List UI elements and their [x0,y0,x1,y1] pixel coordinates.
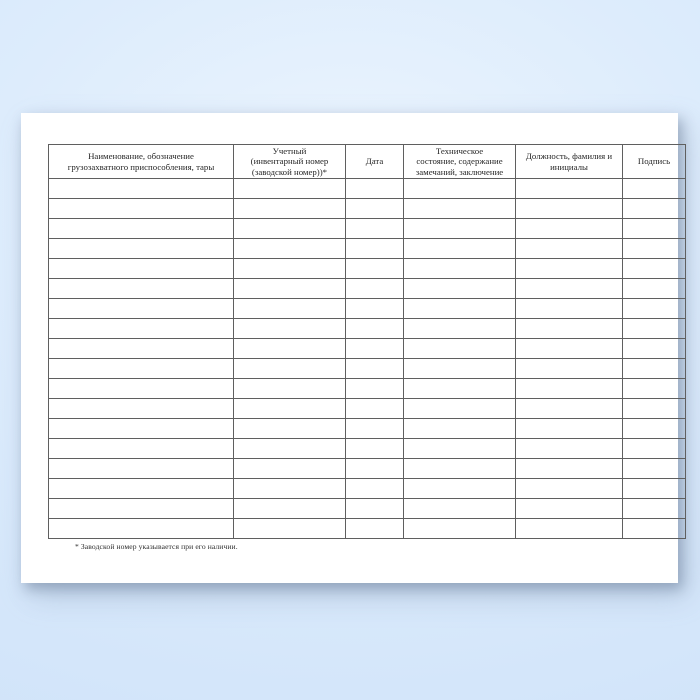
table-cell [49,359,234,379]
table-cell [623,299,686,319]
table-cell [49,179,234,199]
column-header-5: Должность, фамилия и инициалы [516,145,623,179]
table-cell [404,279,516,299]
table-cell [234,279,346,299]
table-cell [623,439,686,459]
table-header-row [49,145,686,179]
document-page [21,113,678,583]
table-cell [516,219,623,239]
table-row [49,499,686,519]
table-cell [623,519,686,539]
table-cell [49,219,234,239]
table-cell [346,179,404,199]
table-cell [404,199,516,219]
table-cell [623,419,686,439]
table-cell [404,459,516,479]
table-cell [623,499,686,519]
table-cell [49,299,234,319]
table-cell [623,339,686,359]
table-cell [623,279,686,299]
table-cell [234,259,346,279]
table-cell [404,339,516,359]
table-cell [346,319,404,339]
table-cell [516,239,623,259]
table-cell [404,519,516,539]
table-cell [346,299,404,319]
table-row [49,299,686,319]
table-cell [234,399,346,419]
table-cell [623,479,686,499]
table-cell [346,419,404,439]
table-cell [234,459,346,479]
table-row [49,259,686,279]
column-header-3: Дата [346,145,404,179]
column-header-6: Подпись [623,145,686,179]
table-row [49,439,686,459]
table-cell [346,259,404,279]
table-cell [49,439,234,459]
table-cell [346,499,404,519]
table-cell [234,299,346,319]
table-cell [234,219,346,239]
table-cell [234,479,346,499]
footnote: * Заводской номер указывается при его наличии. [75,542,238,551]
table-cell [234,179,346,199]
table-cell [516,419,623,439]
table-cell [623,319,686,339]
table-row [49,339,686,359]
table-cell [404,259,516,279]
table-cell [49,399,234,419]
table-cell [234,519,346,539]
table-cell [49,239,234,259]
column-header-2: Учетный (инвентарный номер (заводской номер))* [234,145,346,179]
table-row [49,459,686,479]
table-cell [234,419,346,439]
table-cell [346,199,404,219]
table-cell [516,319,623,339]
table-cell [404,319,516,339]
table-cell [516,379,623,399]
table-cell [346,379,404,399]
table-cell [49,459,234,479]
table-row [49,379,686,399]
table-row [49,219,686,239]
inspection-journal-table [48,144,686,539]
table-row [49,479,686,499]
table-row [49,199,686,219]
table-cell [404,379,516,399]
table-cell [516,439,623,459]
table-cell [49,199,234,219]
table-cell [516,359,623,379]
table-cell [516,279,623,299]
table-cell [49,339,234,359]
table-cell [346,399,404,419]
table-cell [49,519,234,539]
table-cell [346,439,404,459]
table-cell [234,239,346,259]
table-row [49,279,686,299]
table-cell [404,299,516,319]
table-cell [516,199,623,219]
table-cell [234,359,346,379]
table-cell [404,419,516,439]
table-row [49,419,686,439]
table-cell [516,339,623,359]
table-cell [49,419,234,439]
table-row [49,359,686,379]
column-header-1: Наименование, обозначение грузозахватного приспособления, тары [49,145,234,179]
table-row [49,399,686,419]
table-cell [404,399,516,419]
table-cell [346,239,404,259]
table-cell [49,279,234,299]
table-cell [623,359,686,379]
table-row [49,319,686,339]
table-cell [623,199,686,219]
table-cell [623,379,686,399]
table-cell [404,499,516,519]
table-cell [404,219,516,239]
table-cell [516,259,623,279]
table-cell [404,359,516,379]
table-cell [404,239,516,259]
table-cell [346,479,404,499]
table-cell [346,279,404,299]
table-cell [623,399,686,419]
table-cell [623,179,686,199]
table-cell [49,499,234,519]
table-cell [234,439,346,459]
table-cell [623,219,686,239]
table-cell [49,319,234,339]
table-cell [516,459,623,479]
table-cell [404,479,516,499]
table-header [49,145,686,179]
table-row [49,519,686,539]
table-row [49,239,686,259]
table-cell [234,319,346,339]
table-cell [516,399,623,419]
table-cell [516,299,623,319]
table-cell [516,499,623,519]
table-cell [234,499,346,519]
table-cell [623,239,686,259]
table-cell [623,259,686,279]
table-cell [516,519,623,539]
table-cell [234,199,346,219]
table-cell [234,339,346,359]
table-cell [346,519,404,539]
table-cell [49,259,234,279]
table-cell [346,459,404,479]
table-cell [516,179,623,199]
table-row [49,179,686,199]
table-cell [404,179,516,199]
table-cell [404,439,516,459]
table-cell [623,459,686,479]
table-body [49,179,686,539]
table-cell [516,479,623,499]
table-cell [346,339,404,359]
table-cell [346,359,404,379]
table-cell [234,379,346,399]
table-cell [346,219,404,239]
table-cell [49,479,234,499]
table-cell [49,379,234,399]
column-header-4: Техническое состояние, содержание замечаний, заключение [404,145,516,179]
